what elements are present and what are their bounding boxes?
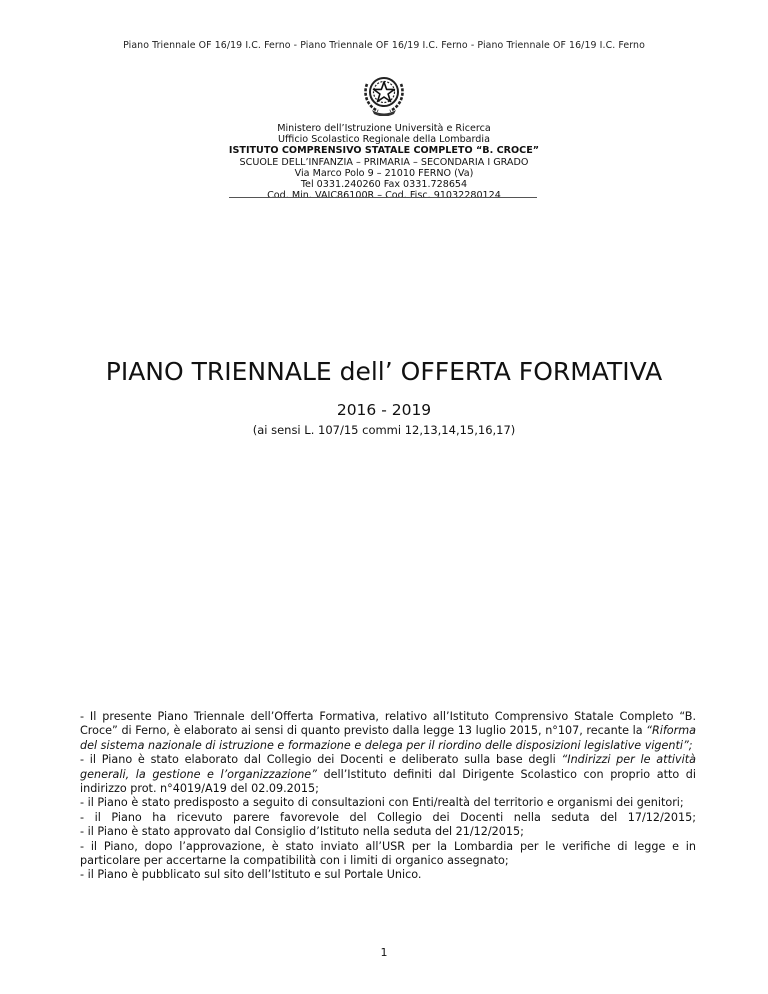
paragraph-collegio: - il Piano ha ricevuto parere favorevole del Collegio dei Docenti nella seduta del 17/12/2015; [80, 810, 696, 824]
letterhead [0, 123, 768, 201]
document-period: 2016 - 2019 [336, 401, 432, 419]
legal-reference: (ai sensi L. 107/15 commi 12,13,14,15,16,17) [252, 423, 516, 437]
letterhead-divider [229, 197, 537, 198]
paragraph-elaboration: - il Piano è stato elaborato dal Collegio dei Docenti e deliberato sulla base degli “Indirizzi per le attività generali, la gestione e l’organizzazione” dell’Istituto definiti dal Dirigente Scolastico con proprio atto di indirizzo prot. n°4019/A19 del 02.09.2015; [80, 753, 697, 796]
document-title: PIANO TRIENNALE dell’ OFFERTA FORMATIVA [105, 357, 663, 386]
school-address: Via Marco Polo 9 – 21010 FERNO (Va) [294, 167, 474, 179]
paragraph-usr: - il Piano, dopo l’approvazione, è stato inviato all’USR per la Lombardia per le verifiche di legge e in particolare per accertarne la compatibilità con i limiti di organico assegnato; [80, 839, 696, 868]
running-header: Piano Triennale OF 16/19 I.C. Ferno - Piano Triennale OF 16/19 I.C. Ferno - Piano Triennale OF 16/19 I.C. Ferno [123, 40, 645, 51]
body-text [80, 710, 696, 883]
page-number: 1 [380, 946, 388, 959]
ministry-name: Ministero dell’Istruzione Università e Ricerca [277, 123, 491, 134]
paragraph-intro: - Il presente Piano Triennale dell’Offerta Formativa, relativo all’Istituto Comprensivo Statale Completo “B. Croce” di Ferno, è elaborato ai sensi di quanto previsto dalla legge 13 luglio 2015, n°107, recante la “Riforma del sistema nazionale di istruzione e formazione e delega per il riordino delle disposizioni legislative vigenti”; [80, 710, 696, 752]
paragraph-consiglio: - il Piano è stato approvato dal Consiglio d’Istituto nella seduta del 21/12/2015; [80, 825, 524, 839]
school-name: ISTITUTO COMPRENSIVO STATALE COMPLETO “B. CROCE” [228, 145, 540, 157]
paragraph-publication: - il Piano è pubblicato sul sito dell’Istituto e sul Portale Unico. [80, 868, 422, 882]
school-codes: Cod. Min. VAIC86100R – Cod. Fisc. 91032280124 [267, 190, 501, 202]
school-levels: SCUOLE DELL’INFANZIA – PRIMARIA – SECONDARIA I GRADO [239, 156, 529, 168]
paragraph-consultations: - il Piano è stato predisposto a seguito di consultazioni con Enti/realtà del territorio e organismi dei genitori; [80, 796, 684, 810]
school-phone-fax: Tel 0331.240260 Fax 0331.728654 [300, 179, 468, 191]
regional-office: Ufficio Scolastico Regionale della Lombardia [278, 134, 490, 146]
italian-republic-emblem-icon [359, 70, 409, 116]
